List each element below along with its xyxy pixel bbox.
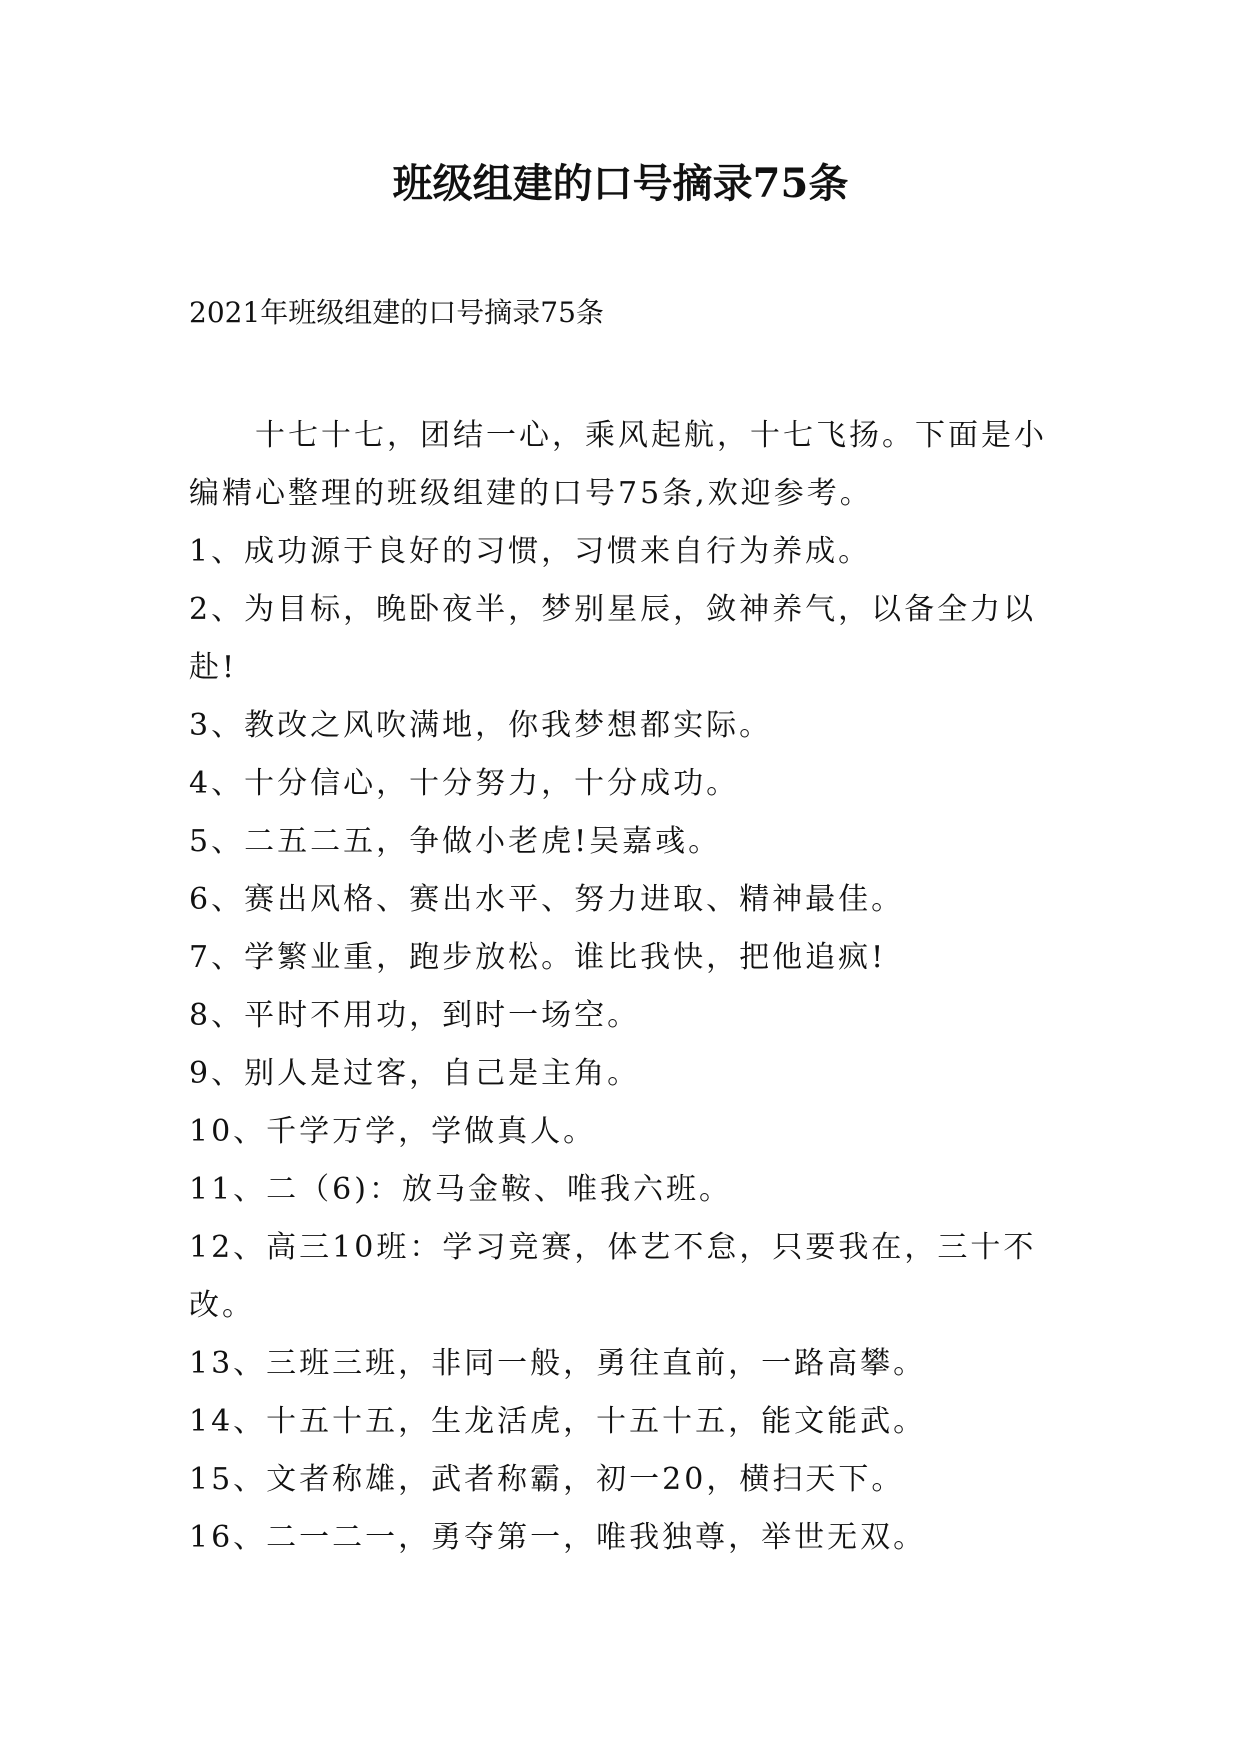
- slogan-item: 11、二（6)：放马金鞍、唯我六班。: [189, 1172, 732, 1207]
- slogan-item: 7、学繁业重，跑步放松。谁比我快，把他追疯!: [189, 940, 887, 975]
- slogan-item: 12、高三10班：学习竞赛，体艺不怠，只要我在，三十不改。: [189, 1230, 1037, 1323]
- slogan-item: 14、十五十五，生龙活虎，十五十五，能文能武。: [189, 1404, 927, 1439]
- slogan-item: 10、千学万学，学做真人。: [189, 1114, 597, 1149]
- slogan-item: 9、别人是过客，自己是主角。: [189, 1056, 641, 1091]
- slogan-item: 1、成功源于良好的习惯，习惯来自行为养成。: [189, 534, 872, 569]
- slogan-item: 5、二五二五，争做小老虎!吴嘉彧。: [189, 824, 722, 859]
- intro-paragraph: 十七十七，团结一心，乘风起航，十七飞扬。下面是小编精心整理的班级组建的口号75条,欢迎参考。: [189, 418, 1047, 511]
- slogan-item: 3、教改之风吹满地，你我梦想都实际。: [189, 708, 773, 743]
- document-title: 班级组建的口号摘录75条: [392, 160, 849, 207]
- slogan-item: 13、三班三班，非同一般，勇往直前，一路高攀。: [189, 1346, 927, 1381]
- document-subtitle: 2021年班级组建的口号摘录75条: [189, 296, 604, 329]
- slogan-item: 4、十分信心，十分努力，十分成功。: [189, 766, 740, 801]
- slogan-item: 15、文者称雄，武者称霸，初一20，横扫天下。: [189, 1462, 905, 1497]
- slogan-item: 6、赛出风格、赛出水平、努力进取、精神最佳。: [189, 882, 905, 917]
- document-body: [189, 407, 1059, 1567]
- slogan-item: 16、二一二一，勇夺第一，唯我独尊，举世无双。: [189, 1520, 927, 1555]
- slogan-item: 8、平时不用功，到时一场空。: [189, 998, 641, 1033]
- slogan-item: 2、为目标，晚卧夜半，梦别星辰，敛神养气，以备全力以赴!: [189, 592, 1037, 685]
